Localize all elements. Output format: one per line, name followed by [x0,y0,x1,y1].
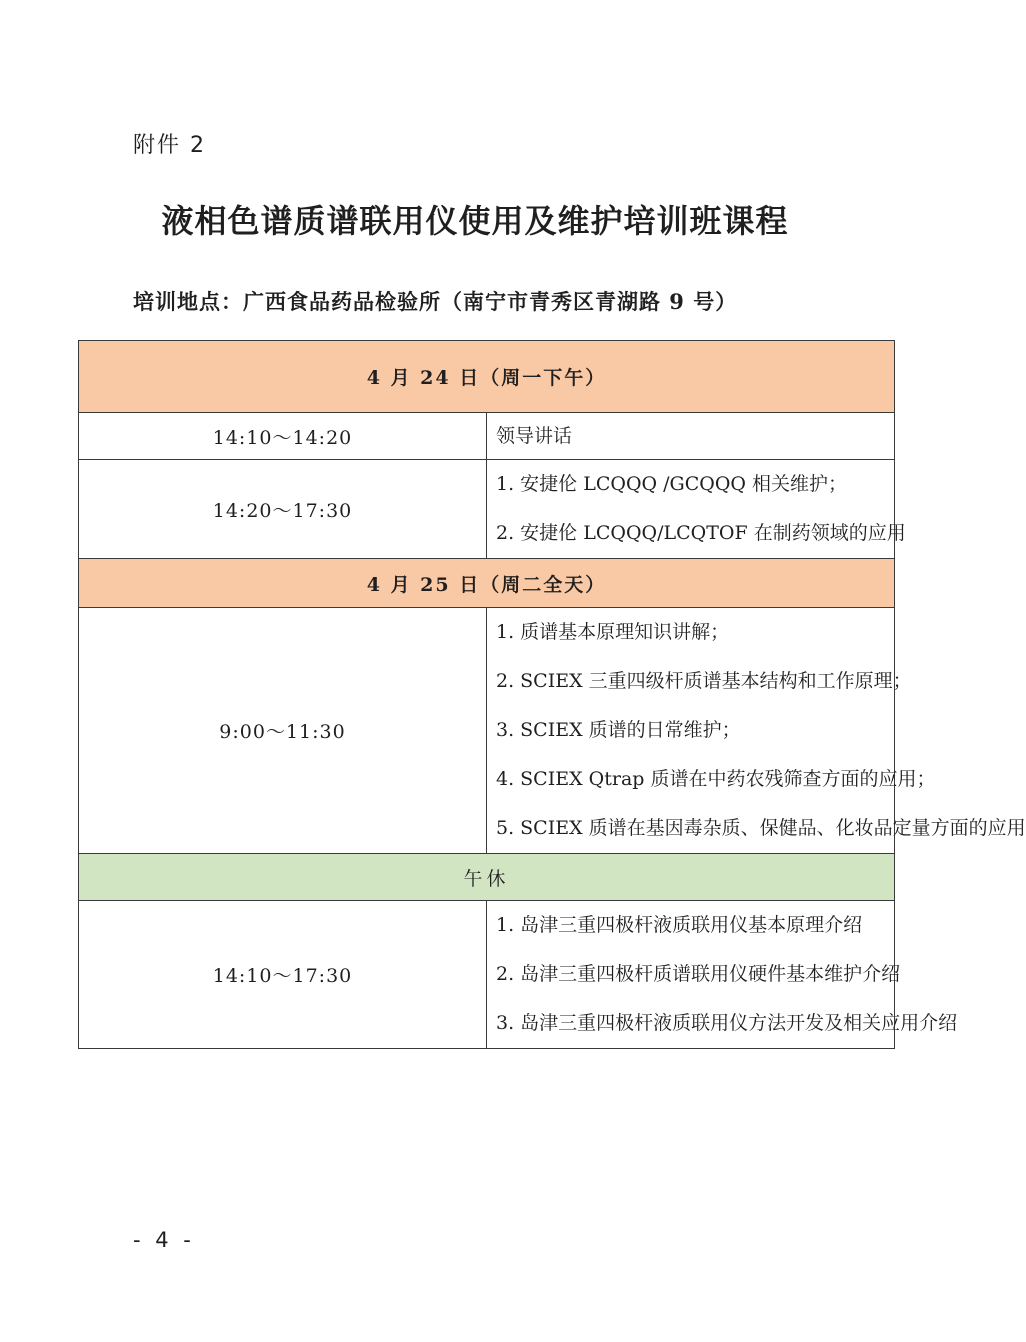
session-item: 4. SCIEX Qtrap 质谱在中药农残筛查方面的应用； [496,768,936,790]
session-item: 1. 安捷伦 LCQQQ /GCQQQ 相关维护； [496,473,848,495]
course-schedule-table [78,340,1026,1049]
day-header-row [79,559,895,608]
table-row [79,460,895,559]
day-header-row [79,341,895,413]
session-time: 14:10～17:30 [79,901,487,1049]
session-item: 1. 质谱基本原理知识讲解； [496,621,730,643]
session-items [487,460,906,559]
table-row [79,608,895,854]
lunch-break-label: 午休 [79,854,895,901]
session-items [487,608,1026,854]
training-location: 培训地点：广西食品药品检验所（南宁市青秀区青湖路 9 号） [133,289,738,314]
session-item: 5. SCIEX 质谱在基因毒杂质、保健品、化妆品定量方面的应用 [496,817,1026,839]
session-item: 领导讲话 [496,425,573,447]
session-items [487,413,895,460]
table-row [79,901,895,1049]
session-item: 3. SCIEX 质谱的日常维护； [496,719,741,741]
session-time: 14:10～14:20 [79,413,487,460]
table-row [79,413,895,460]
lunch-break-row [79,854,895,901]
page-number: - 4 - [133,1228,195,1252]
session-item: 3. 岛津三重四极杆液质联用仪方法开发及相关应用介绍 [496,1012,958,1034]
document-title: 液相色谱质谱联用仪使用及维护培训班课程 [161,202,789,240]
session-time: 9:00～11:30 [79,608,487,854]
session-item: 1. 岛津三重四极杆液质联用仪基本原理介绍 [496,914,863,936]
attachment-label: 附件 2 [133,133,206,158]
session-items [487,901,958,1049]
session-item: 2. 安捷伦 LCQQQ/LCQTOF 在制药领域的应用 [496,522,906,544]
session-item: 2. SCIEX 三重四级杆质谱基本结构和工作原理； [496,670,912,692]
day-header: 4 月 24 日（周一下午） [79,341,895,413]
day-header: 4 月 25 日（周二全天） [79,559,895,608]
session-item: 2. 岛津三重四极杆质谱联用仪硬件基本维护介绍 [496,963,901,985]
session-time: 14:20～17:30 [79,460,487,559]
